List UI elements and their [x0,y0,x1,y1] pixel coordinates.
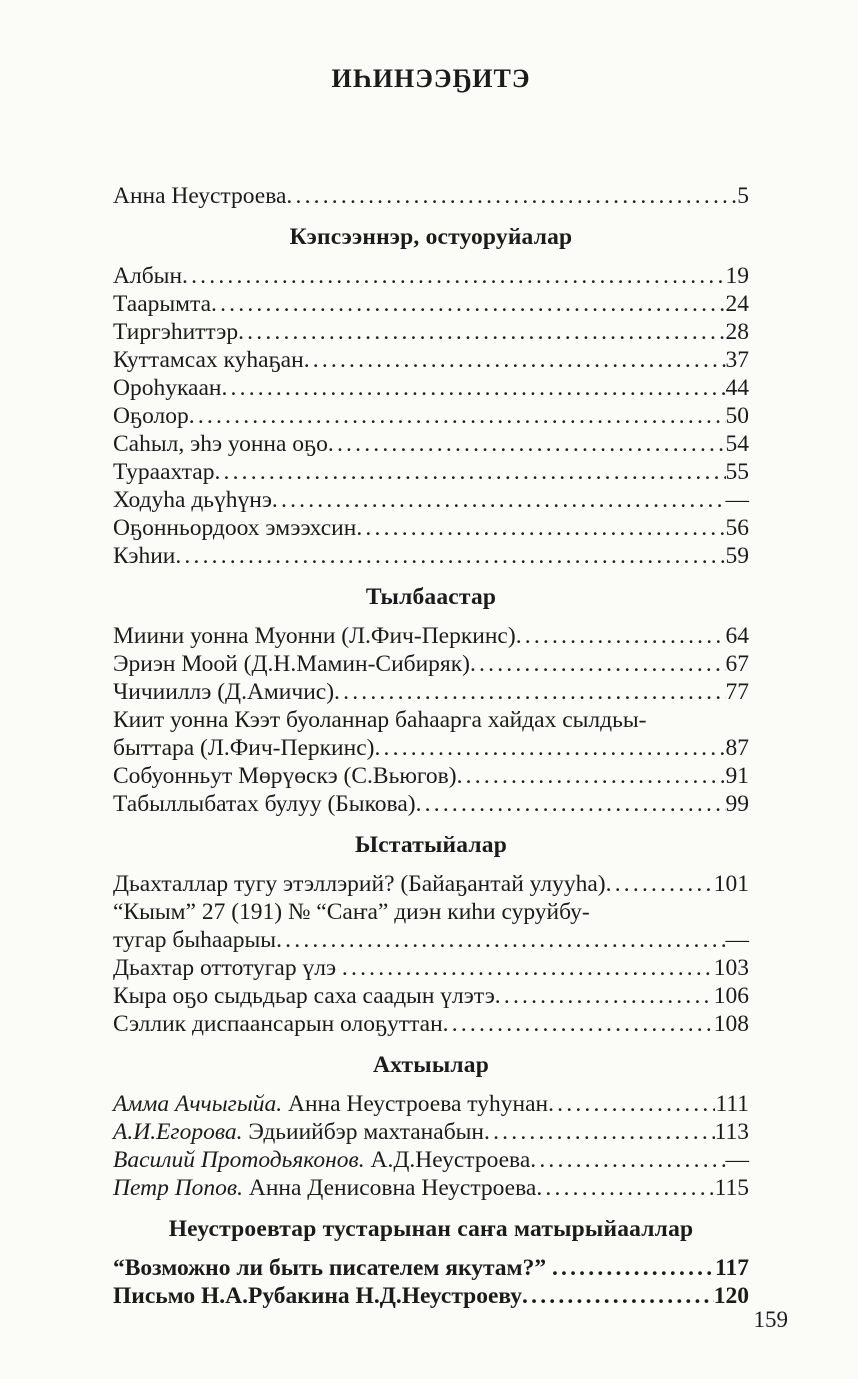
dot-leader [272,486,726,514]
toc-entry-label: Таарымта [113,291,212,317]
toc-entry-page-number: 91 [725,763,749,789]
toc-entry [113,650,749,678]
toc-entry-page-number: 55 [725,459,749,485]
toc-entry-label: Анна Неустроева [113,183,287,209]
dot-leader [182,262,725,290]
toc-entry [113,1282,749,1310]
toc-entry-label: Ороһукаан [113,375,222,401]
dot-leader [211,290,725,318]
toc-entry-author: Амма Аччыгыйа. [113,1091,283,1117]
toc-entry [113,486,749,514]
toc-entry [113,1254,749,1282]
dot-leader [334,678,725,706]
toc-entry [113,542,749,570]
toc-entry [113,290,749,318]
toc-entry-label: Анна Неустроева туһунан [282,1091,549,1117]
toc-entry-label: Сэллик диспаансарын олоҕуттан [113,1011,443,1037]
toc-entry-label: Оҕонньордоох эмээхсин [113,515,357,541]
toc-entry-page-number: 50 [725,403,749,429]
toc-entry [113,182,749,210]
dot-leader [470,650,726,678]
toc-entry [113,346,749,374]
toc-entry-label: Табыллыбатах булуу (Быкова) [113,791,416,817]
dot-leader [457,762,726,790]
toc-entry-page-number: 120 [713,1283,749,1309]
section-heading: Тылбаастар [365,584,497,610]
page-content [113,0,749,1310]
toc-entry [113,458,749,486]
toc-entry-label: А.Д.Неустроева [364,1147,531,1173]
toc-entry-page-number: 106 [713,983,749,1009]
toc-entry-page-number: 113 [714,1119,749,1145]
section-heading: Ахтыылар [373,1052,489,1078]
toc-entry [113,622,749,650]
toc-entry-wrapped-first-line: “Кыым” 27 (191) № “Саҥа” диэн киһи суруйбу- [113,899,590,925]
toc-entry-page-number: 37 [725,347,749,373]
dot-leader [516,622,726,650]
folio-page-number: 159 [753,1307,788,1332]
toc-entry-page-number: 24 [725,291,749,317]
toc-entry-author: А.И.Егорова. [113,1119,243,1145]
toc-entry-label: Албын [113,263,183,289]
toc-entry-label: Кэһии [113,543,176,569]
toc-entry [113,790,749,818]
dot-leader [286,182,737,210]
toc-entry-page-number: 87 [725,735,749,761]
dot-leader [522,1282,714,1310]
dot-leader [495,982,714,1010]
dot-leader [416,790,726,818]
toc-entry-label: тугар быһаарыы [113,927,277,953]
dot-leader [221,374,725,402]
toc-entry-page-number: 108 [713,1011,749,1037]
section-heading: Неустроевтар тустарынан саҥа матырыйааллар [168,1216,694,1242]
dot-leader [374,734,725,762]
toc-entry-page-number: 77 [725,679,749,705]
toc-entry-label: быттара (Л.Фич-Перкинс) [113,735,375,761]
dot-leader [304,346,726,374]
toc-entry-label: Чичииллэ (Д.Амичис) [113,679,335,705]
toc-entry [113,1010,749,1038]
dot-leader [238,318,725,346]
toc-entry-author: Василий Протодьяконов. [113,1147,365,1173]
toc-entry-label: Оҕолор [113,403,189,429]
toc-entry [113,262,749,290]
toc-entry-page-number: 28 [725,319,749,345]
section-heading: Кэпсээннэр, остуоруйалар [289,224,573,250]
dot-leader [536,1174,714,1202]
toc-entry-page-number: 56 [725,515,749,541]
toc-entry-page-number: 99 [725,791,749,817]
dot-leader [214,458,725,486]
dot-leader [356,514,725,542]
toc-entry-page-number: — [725,1147,749,1173]
toc-entry [113,982,749,1010]
toc-entry-label: Саһыл, эһэ уонна оҕо [113,431,328,457]
toc-entry [113,954,749,982]
toc-entry [113,402,749,430]
toc-entry [113,762,749,790]
toc-entry-page-number: 64 [725,623,749,649]
toc-entry-page-number: 103 [713,955,749,981]
toc-entry-label: Миини уонна Муонни (Л.Фич-Перкинс) [113,623,516,649]
toc-entry [113,1146,749,1174]
dot-leader [189,402,726,430]
dot-leader [484,1118,715,1146]
table-of-contents [113,182,749,1310]
toc-entry [113,926,749,954]
dot-leader [342,954,714,982]
toc-entry [113,374,749,402]
toc-entry-page-number: 19 [725,263,749,289]
page-title: ИҺИНЭЭҔИТЭ [331,64,531,93]
toc-entry-label: Дьахтар оттотугар үлэ [113,955,342,981]
toc-entry-page-number: — [725,927,749,953]
toc-entry-page-number: 117 [715,1255,749,1281]
toc-entry-page-number: 67 [725,651,749,677]
toc-entry [113,318,749,346]
toc-entry [113,430,749,458]
toc-entry [113,734,749,762]
toc-entry-label: Собуонньут Мөрүөскэ (С.Вьюгов) [113,763,457,789]
toc-entry-wrapped-first-line: Киит уонна Кээт буоланнар баһаарга хайдах сылдьы- [113,707,647,733]
toc-entry [113,870,749,898]
dot-leader [443,1010,714,1038]
toc-entry-label: Тураахтар [113,459,215,485]
dot-leader [548,1090,715,1118]
toc-entry-page-number: 111 [715,1091,749,1117]
toc-entry-page-number: 44 [725,375,749,401]
toc-entry-label: Ходуһа дьүһүнэ [113,487,272,513]
section-heading: Ыстатыйалар [354,832,508,858]
toc-entry-label: Куттамсах куһаҕан [113,347,304,373]
toc-entry-label: Эриэн Моой (Д.Н.Мамин-Сибиряк) [113,651,470,677]
toc-entry-page-number: 59 [725,543,749,569]
toc-entry-page-number: 5 [737,183,749,209]
toc-entry-label: Кыра оҕо сыдьдьар саха саадын үлэтэ [113,983,495,1009]
toc-entry-page-number: 115 [714,1175,749,1201]
toc-entry [113,514,749,542]
toc-entry-label: Эдьиийбэр махтанабын [242,1119,485,1145]
toc-entry [113,1118,749,1146]
dot-leader [175,542,725,570]
dot-leader [552,1254,715,1282]
toc-entry-page-number: 54 [725,431,749,457]
dot-leader [530,1146,725,1174]
toc-entry-label: Письмо Н.А.Рубакина Н.Д.Неустроеву [113,1283,523,1309]
toc-entry-label: Дьахталлар тугу этэллэрий? (Байаҕантай улууһа) [113,871,606,897]
toc-entry-label: Тиргэһиттэр [113,319,239,345]
dot-leader [606,870,714,898]
toc-entry [113,1090,749,1118]
toc-entry-label: “Возможно ли быть писателем якутам?” [113,1255,552,1281]
toc-entry [113,678,749,706]
dot-leader [328,430,726,458]
toc-entry-page-number: 101 [713,871,749,897]
dot-leader [276,926,725,954]
toc-entry [113,1174,749,1202]
toc-entry-page-number: — [725,487,749,513]
toc-entry-author: Петр Попов. [113,1175,243,1201]
toc-entry-label: Анна Денисовна Неустроева [242,1175,537,1201]
